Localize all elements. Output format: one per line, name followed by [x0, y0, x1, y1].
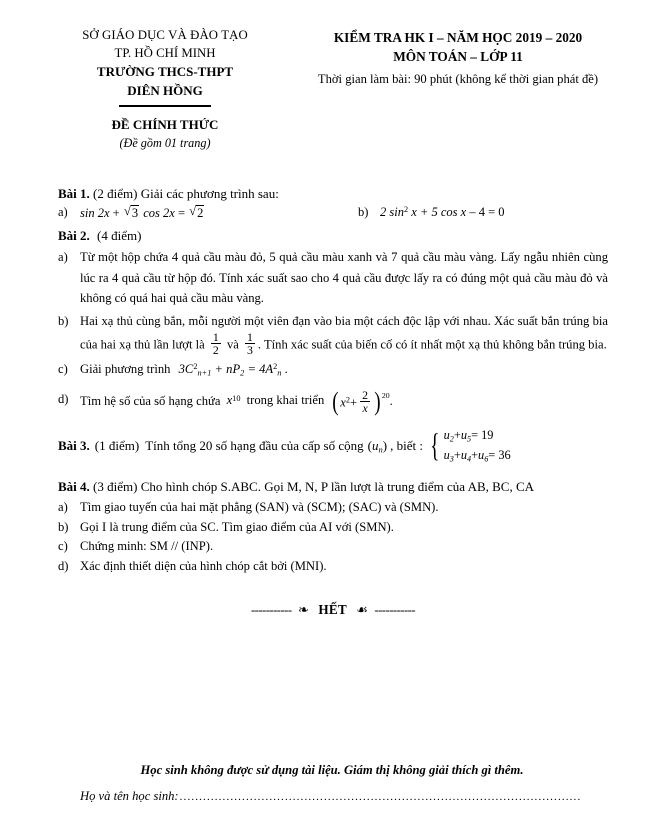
- exam-duration: Thời gian làm bài: 90 phút (không kể thời gian phát đề): [317, 71, 599, 86]
- problem-4c-text: Chứng minh: SM // (INP).: [80, 539, 214, 554]
- dash-right: -----------: [374, 602, 416, 617]
- problem-4d-marker: d): [58, 558, 69, 573]
- problem-1-prompt: Giải các phương trình sau:: [140, 186, 279, 202]
- end-of-exam-marker: [58, 602, 608, 618]
- problem-2b-text-part1: Hai xạ thủ cùng bắn, mỗi người một viên đạn vào bia một cách độc lập với nhau. Xác suất bắn trúng bia của hai xạ thủ lần lượt là: [80, 313, 608, 352]
- problem-3-heading: [58, 426, 608, 465]
- variable-x: x: [169, 206, 175, 221]
- variable-x: x: [226, 393, 233, 408]
- system-equation-2: $u_3+u_4+u_6= 36$: [443, 447, 511, 464]
- problem-2-heading: [58, 228, 608, 244]
- student-name-row: [58, 789, 606, 804]
- problem-2d-marker: d): [58, 391, 69, 406]
- fraction-one-third: $\frac{1}{3}$: [246, 329, 253, 358]
- exam-title: KIỂM TRA HK I – NĂM HỌC 2019 – 2020: [333, 30, 583, 45]
- problem-1a-marker: a): [58, 205, 68, 220]
- variable-x: x: [103, 206, 110, 221]
- combination-term: 3C: [178, 361, 194, 376]
- problem-3-points: (1 điểm): [94, 437, 140, 453]
- equals-sign: =: [177, 206, 186, 221]
- problem-4b-marker: b): [58, 519, 69, 534]
- official-exam-label: ĐỀ CHÍNH THỨC: [111, 116, 219, 132]
- problem-1-label: Bài 1.: [58, 186, 90, 202]
- plus-sign: +: [112, 206, 120, 221]
- cos-term: cos 2: [143, 206, 170, 221]
- school-line-2: DIÊN HỒNG: [127, 82, 203, 98]
- problem-4: [58, 479, 608, 575]
- ornament-left-icon: ❧: [297, 601, 310, 617]
- student-name-blank: .......................................................................................................: [179, 791, 582, 803]
- problem-4d-text: Xác định thiết diện của hình chóp cắt bởi (MNI).: [80, 558, 327, 573]
- page-count-note: (Đề gồm 01 trang): [119, 136, 211, 151]
- problem-2b-text-part2: . Tính xác suất của biến cố có ít nhất một xạ thủ không bắn trúng bia.: [257, 337, 607, 352]
- sequence-notation: $(u_n)$: [367, 437, 388, 455]
- end-text: HẾT: [318, 601, 347, 617]
- problem-3-text: Tính tổng 20 số hạng đầu của cấp số cộng: [145, 437, 364, 453]
- problem-4d: [58, 557, 608, 576]
- problem-2d-prompt-part2: trong khai triển: [246, 393, 325, 408]
- sqrt-3: √ 3: [124, 205, 139, 221]
- ornament-right-icon: ☙: [356, 601, 369, 617]
- sqrt-2: √ 2: [189, 205, 204, 221]
- problem-4a-text: Tìm giao tuyến của hai mặt phẳng (SAN) và (SCM); (SAC) và (SMN).: [80, 500, 439, 515]
- department-line-2: TP. HỒ CHÍ MINH: [114, 46, 216, 61]
- problem-3: [58, 426, 608, 465]
- problem-2a-marker: a): [58, 250, 68, 265]
- constant-term: – 4 = 0: [469, 205, 505, 220]
- problem-2c: [58, 359, 608, 380]
- problem-4b-text: Gọi I là trung điểm của SC. Tìm giao điểm của AI với (SMN).: [80, 519, 394, 534]
- problem-2a: [58, 247, 608, 308]
- problem-3-label: Bài 3.: [58, 437, 90, 453]
- problem-4a-marker: a): [58, 500, 68, 515]
- cos-term: + 5 cos: [419, 205, 458, 220]
- problem-2c-text: [80, 359, 608, 380]
- exam-info-block: [300, 26, 616, 152]
- problem-1-equations: [58, 205, 608, 221]
- problem-4c: [58, 537, 608, 556]
- header-divider: [119, 105, 211, 106]
- problem-2-label: Bài 2.: [58, 228, 90, 244]
- problem-1-points: (2 điểm): [93, 186, 138, 202]
- problem-4c-marker: c): [58, 539, 68, 554]
- sin-squared-term: 2 sin: [380, 205, 404, 220]
- problem-2: [58, 228, 608, 417]
- exam-subject: MÔN TOÁN – LỚP 11: [393, 49, 523, 65]
- problem-4b: [58, 518, 608, 537]
- variable-x: x: [411, 205, 417, 220]
- problem-1-heading: [58, 186, 608, 202]
- problem-2a-text: Từ một hộp chứa 4 quả cầu màu đỏ, 5 quả cầu màu xanh và 7 quả cầu màu vàng. Lấy ngẫu nhiên cùng lúc ra 4 quả cầu từ hộp đó. Tính xác suất sao cho 4 quả cầu được lấy ra có đúng một quả cầu màu đỏ và không có quá hai quả cầu màu vàng.: [80, 250, 608, 306]
- fraction-two-over-x: $\frac{2}{x}$: [362, 387, 369, 415]
- problem-1: [58, 186, 608, 221]
- problem-2b-marker: b): [58, 313, 69, 328]
- page-footer: [0, 763, 646, 804]
- school-line-1: TRƯỜNG THCS-THPT: [96, 64, 234, 80]
- problem-2d-text: Tìm hệ số của số hạng chứa $x^{10}$ trong khai triển ($x^2+$ $\frac{2}{x}$ )$^{20}$.: [80, 386, 393, 417]
- problem-2b: [58, 311, 608, 357]
- arrangement-term: = 4A: [247, 361, 274, 376]
- problem-4-points: (3 điểm): [93, 479, 138, 495]
- student-name-label: Họ và tên học sinh:: [80, 789, 179, 803]
- department-line-1: SỞ GIÁO DỤC VÀ ĐÀO TẠO: [82, 28, 248, 42]
- fraction-one-half: $\frac{1}{2}$: [212, 329, 219, 358]
- problem-2c-prompt: Giải phương trình: [80, 361, 171, 376]
- exam-body: [0, 186, 646, 617]
- issuing-authority-block: [30, 26, 300, 152]
- problem-1b-expression: [380, 205, 608, 221]
- problem-4-heading: [58, 479, 608, 495]
- problem-1a-expression: [80, 205, 358, 221]
- problem-4-label: Bài 4.: [58, 479, 90, 495]
- permutation-term: + nP: [214, 361, 241, 376]
- problem-2d: [58, 386, 608, 417]
- problem-4a: [58, 498, 608, 517]
- sin-term: sin 2: [80, 206, 104, 221]
- problem-2b-text: [80, 311, 608, 357]
- exponent-2: 2: [403, 205, 409, 215]
- problem-2d-prompt-part1: Tìm hệ số của số hạng chứa: [80, 393, 221, 408]
- problem-4-items: [58, 498, 608, 575]
- problem-2-points: (4 điểm): [97, 228, 142, 244]
- system-equation-1: $u_2+u_5= 19$: [443, 428, 494, 444]
- problem-2c-expression: $3C^2_{n+1} + nP_2 = 4A^2_n$ .: [178, 361, 288, 378]
- exponent-20: 20: [381, 390, 390, 400]
- problem-2-items: [58, 247, 608, 417]
- exam-rules-note: Học sinh không được sử dụng tài liệu. Giám thị không giải thích gì thêm.: [140, 763, 524, 777]
- problem-2c-marker: c): [58, 361, 68, 376]
- conjunction-and: và: [226, 337, 239, 352]
- problem-4-text: Cho hình chóp S.ABC. Gọi M, N, P lần lượt là trung điểm của AB, BC, CA: [140, 479, 535, 495]
- exponent-10: 10: [232, 393, 241, 403]
- problem-1b-marker: b): [358, 205, 369, 220]
- page-header: [0, 0, 646, 152]
- binomial-expression: ($x^2+$ $\frac{2}{x}$ )$^{20}$: [332, 386, 390, 417]
- equation-system: { $u_2+u_5= 19$ $u_3+u_4+u_6= 36$: [430, 427, 511, 464]
- variable-x: x: [460, 205, 467, 220]
- problem-3-given-label: , biết :: [390, 437, 423, 453]
- dash-left: -----------: [250, 602, 292, 617]
